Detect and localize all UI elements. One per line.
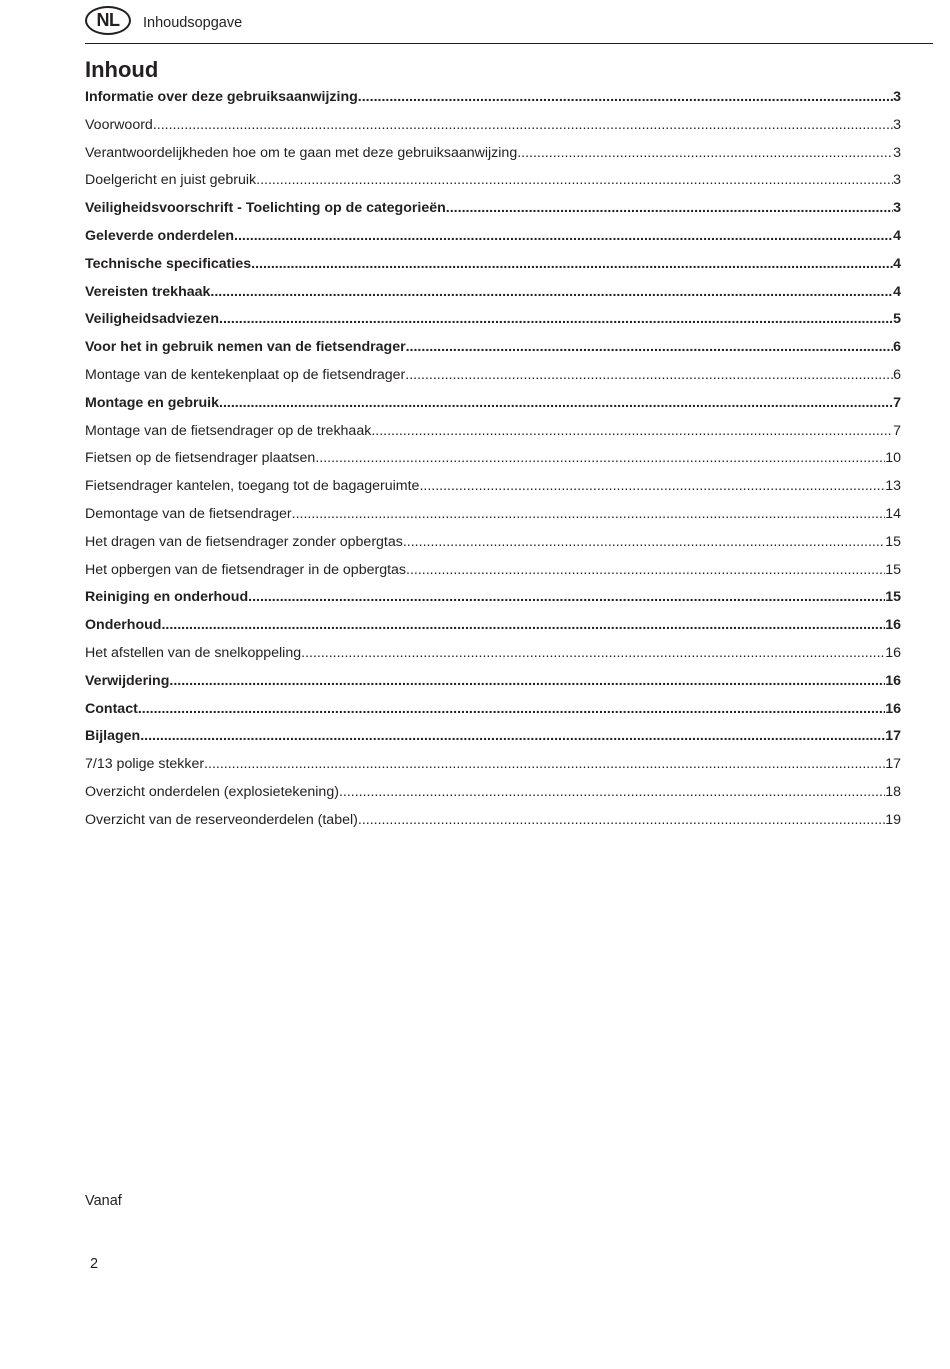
toc-entry-title: Bijlagen bbox=[85, 728, 141, 745]
toc-entry-page: 16 bbox=[885, 672, 901, 689]
toc-entry-title: Overzicht onderdelen (explosietekening) bbox=[85, 783, 339, 800]
toc-dot-leader bbox=[358, 807, 885, 835]
toc-entry[interactable] bbox=[85, 140, 901, 168]
toc-dot-leader bbox=[219, 306, 893, 334]
toc-entry-page: 3 bbox=[893, 89, 901, 105]
toc-entry-title: Fietsendrager kantelen, toegang tot de bagageruimte bbox=[85, 478, 420, 495]
toc-dot-leader bbox=[358, 84, 893, 112]
toc-entry[interactable] bbox=[85, 362, 901, 390]
toc-entry-title: Reiniging en onderhoud bbox=[85, 589, 249, 606]
toc-entry-title: Montage van de kentekenplaat op de fietsendrager bbox=[85, 366, 406, 383]
toc-entry-title: Het afstellen van de snelkoppeling bbox=[85, 644, 302, 661]
toc-entry-title: Technische specificaties bbox=[85, 255, 252, 272]
toc-entry[interactable] bbox=[85, 751, 901, 779]
toc-entry-title: Onderhoud bbox=[85, 617, 162, 634]
toc-dot-leader bbox=[371, 418, 893, 446]
toc-dot-leader bbox=[292, 501, 886, 529]
toc-entry-page: 10 bbox=[885, 450, 901, 467]
toc-entry[interactable] bbox=[85, 473, 901, 501]
toc-entry-page: 18 bbox=[885, 783, 901, 800]
toc-entry[interactable] bbox=[85, 696, 901, 724]
toc-entry[interactable] bbox=[85, 279, 901, 307]
toc-entry-page: 7 bbox=[893, 394, 901, 411]
toc-entry[interactable] bbox=[85, 584, 901, 612]
toc-dot-leader bbox=[419, 473, 885, 501]
toc-entry-title: Vereisten trekhaak bbox=[85, 283, 211, 300]
toc-entry-title: Verantwoordelijkheden hoe om te gaan met deze gebruiksaanwijzing bbox=[85, 144, 518, 161]
toc-dot-leader bbox=[251, 251, 893, 279]
toc-entry-page: 15 bbox=[885, 589, 901, 606]
toc-entry-page: 16 bbox=[885, 617, 901, 634]
toc-dot-leader bbox=[405, 362, 893, 390]
toc-entry-page: 3 bbox=[893, 144, 901, 161]
toc-entry-page: 3 bbox=[893, 200, 901, 217]
page-title: Inhoud bbox=[85, 57, 159, 82]
toc-dot-leader bbox=[406, 334, 894, 362]
toc-entry[interactable] bbox=[85, 418, 901, 446]
toc-dot-leader bbox=[138, 696, 885, 724]
toc-entry-title: Contact bbox=[85, 700, 138, 717]
toc-entry-page: 3 bbox=[893, 116, 901, 133]
toc-dot-leader bbox=[403, 529, 885, 557]
toc-entry[interactable] bbox=[85, 612, 901, 640]
toc-dot-leader bbox=[517, 140, 893, 168]
toc-entry-page: 17 bbox=[885, 728, 901, 745]
toc-entry-title: 7/13 polige stekker bbox=[85, 756, 205, 773]
toc-entry-page: 16 bbox=[885, 644, 901, 661]
toc-dot-leader bbox=[153, 112, 893, 140]
toc-entry[interactable] bbox=[85, 445, 901, 473]
toc-dot-leader bbox=[256, 167, 893, 195]
toc-entry-page: 13 bbox=[885, 478, 901, 495]
toc-entry-title: Verwijdering bbox=[85, 672, 170, 689]
toc-dot-leader bbox=[204, 751, 885, 779]
toc-entry-title: Geleverde onderdelen bbox=[85, 227, 235, 244]
toc-entry-title: Het dragen van de fietsendrager zonder opbergtas bbox=[85, 533, 403, 550]
toc-entry-page: 19 bbox=[885, 811, 901, 828]
toc-dot-leader bbox=[315, 445, 885, 473]
toc-entry[interactable] bbox=[85, 195, 901, 223]
toc-entry[interactable] bbox=[85, 529, 901, 557]
toc-entry[interactable] bbox=[85, 112, 901, 140]
toc-dot-leader bbox=[140, 723, 885, 751]
toc-entry[interactable] bbox=[85, 723, 901, 751]
toc-entry-page: 14 bbox=[885, 505, 901, 522]
toc-entry-title: Informatie over deze gebruiksaanwijzing bbox=[85, 89, 358, 105]
toc-entry-page: 3 bbox=[893, 172, 901, 189]
toc-dot-leader bbox=[234, 223, 893, 251]
toc-entry[interactable] bbox=[85, 167, 901, 195]
toc-entry[interactable] bbox=[85, 390, 901, 418]
toc-entry-title: Doelgericht en juist gebruik bbox=[85, 172, 257, 189]
toc-entry-page: 4 bbox=[893, 227, 901, 244]
toc-entry-title: Fietsen op de fietsendrager plaatsen bbox=[85, 450, 316, 467]
toc-entry-title: Montage van de fietsendrager op de trekhaak bbox=[85, 422, 372, 439]
toc-dot-leader bbox=[219, 390, 893, 418]
toc-entry[interactable] bbox=[85, 501, 901, 529]
toc-dot-leader bbox=[169, 668, 885, 696]
toc-entry[interactable] bbox=[85, 557, 901, 585]
toc-entry-title: Voorwoord bbox=[85, 116, 153, 133]
toc-entry-title: Veiligheidsvoorschrift - Toelichting op de categorieën bbox=[85, 200, 446, 217]
toc-dot-leader bbox=[161, 612, 885, 640]
page-number: 2 bbox=[90, 1256, 99, 1272]
header-title: Inhoudsopgave bbox=[143, 15, 243, 31]
toc-entry-page: 17 bbox=[885, 756, 901, 773]
footer-note: Vanaf bbox=[85, 1193, 122, 1209]
toc-entry[interactable] bbox=[85, 251, 901, 279]
toc-entry-page: 7 bbox=[893, 422, 901, 439]
toc-entry-title: Montage en gebruik bbox=[85, 394, 220, 411]
toc-entry-page: 4 bbox=[893, 255, 901, 272]
page-header bbox=[85, 5, 933, 44]
toc-dot-leader bbox=[446, 195, 893, 223]
toc-entry[interactable] bbox=[85, 223, 901, 251]
toc-entry-title: Veiligheidsadviezen bbox=[85, 311, 220, 328]
toc-entry-page: 16 bbox=[885, 700, 901, 717]
toc-entry[interactable] bbox=[85, 334, 901, 362]
toc-entry-title: Voor het in gebruik nemen van de fietsendrager bbox=[85, 339, 406, 356]
toc-dot-leader bbox=[210, 279, 893, 307]
toc-entry[interactable] bbox=[85, 640, 901, 668]
toc-entry[interactable] bbox=[85, 779, 901, 807]
toc-entry[interactable] bbox=[85, 807, 901, 835]
language-badge: NL bbox=[85, 6, 131, 35]
table-of-contents bbox=[85, 84, 901, 835]
toc-entry-title: Demontage van de fietsendrager bbox=[85, 505, 292, 522]
toc-entry[interactable] bbox=[85, 306, 901, 334]
toc-entry-page: 15 bbox=[885, 561, 901, 578]
toc-entry-page: 6 bbox=[893, 339, 901, 356]
toc-entry-page: 6 bbox=[893, 366, 901, 383]
toc-entry[interactable] bbox=[85, 668, 901, 696]
toc-dot-leader bbox=[339, 779, 885, 807]
toc-dot-leader bbox=[406, 557, 885, 585]
toc-dot-leader bbox=[248, 584, 885, 612]
toc-entry-page: 5 bbox=[893, 311, 901, 328]
toc-entry-page: 4 bbox=[893, 283, 901, 300]
toc-entry-title: Overzicht van de reserveonderdelen (tabel) bbox=[85, 811, 358, 828]
toc-entry-page: 15 bbox=[885, 533, 901, 550]
toc-entry[interactable] bbox=[85, 84, 901, 112]
toc-entry-title: Het opbergen van de fietsendrager in de opbergtas bbox=[85, 561, 407, 578]
toc-dot-leader bbox=[301, 640, 885, 668]
